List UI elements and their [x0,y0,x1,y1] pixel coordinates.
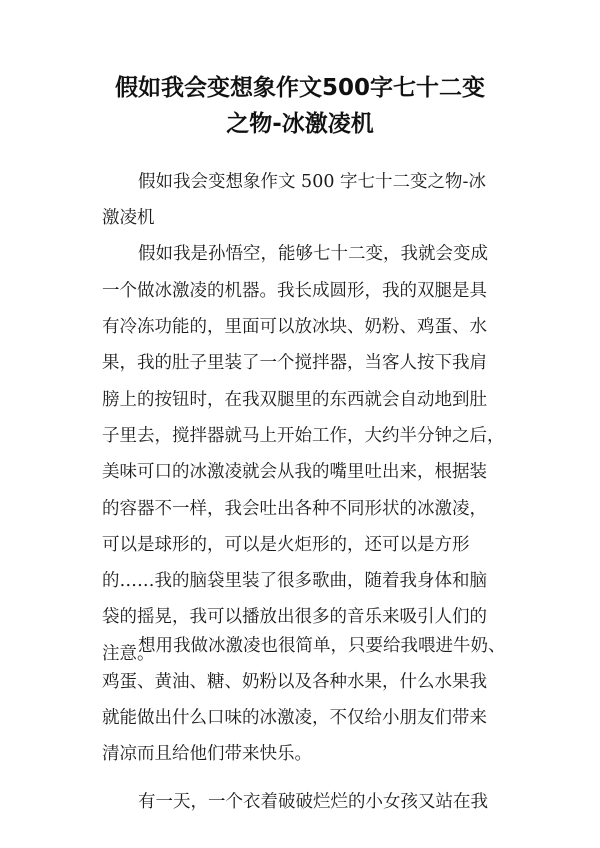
paragraph-line-5: 有冷冻功能的，里面可以放冰块、奶粉、鸡蛋、水 [102,317,487,337]
paragraph-line-3: 假如我是孙悟空，能够七十二变，我就会变成 [138,244,488,264]
paragraph-line-2: 激凌机 [102,208,155,228]
paragraph-line-7: 膀上的按钮时，在我双腿里的东西就会自动地到肚 [102,390,487,410]
paragraph-line-15: 想用我做冰激凌也很简单，只要给我喂进牛奶、 [138,636,506,656]
paragraph-line-6: 果，我的肚子里装了一个搅拌器，当客人按下我肩 [102,353,487,373]
paragraph-line-12: 的……我的脑袋里装了很多歌曲，随着我身体和脑 [102,571,487,591]
paragraph-line-8: 子里去，搅拌器就马上开始工作，大约半分钟之后， [102,426,505,446]
paragraph-line-10: 的容器不一样，我会吐出各种不同形状的冰激凌， [102,499,487,519]
paragraph-line-19: 有一天，一个衣着破破烂烂的小女孩又站在我 [138,792,488,812]
paragraph-line-14: 注意。 [102,644,155,664]
paragraph-line-11: 可以是球形的，可以是火炬形的，还可以是方形 [102,535,470,555]
paragraph-line-1: 假如我会变想象作文 500 字七十二变之物-冰 [138,172,486,192]
paragraph-line-13: 袋的摇晃，我可以播放出很多的音乐来吸引人们的 [102,607,487,627]
paragraph-line-16: 鸡蛋、黄油、糖、奶粉以及各种水果，什么水果我 [102,672,487,692]
paragraph-line-9: 美味可口的冰激凌就会从我的嘴里吐出来，根据装 [102,462,487,482]
document-title-line-1: 假如我会变想象作文500字七十二变 [114,75,485,101]
paragraph-line-18: 清凉而且给他们带来快乐。 [102,744,312,764]
document-title-line-2: 之物-冰激凌机 [226,111,374,137]
paragraph-line-4: 一个做冰激凌的机器。我长成圆形，我的双腿是具 [102,281,487,301]
paragraph-line-17: 就能做出什么口味的冰激凌，不仅给小朋友们带来 [102,708,487,728]
